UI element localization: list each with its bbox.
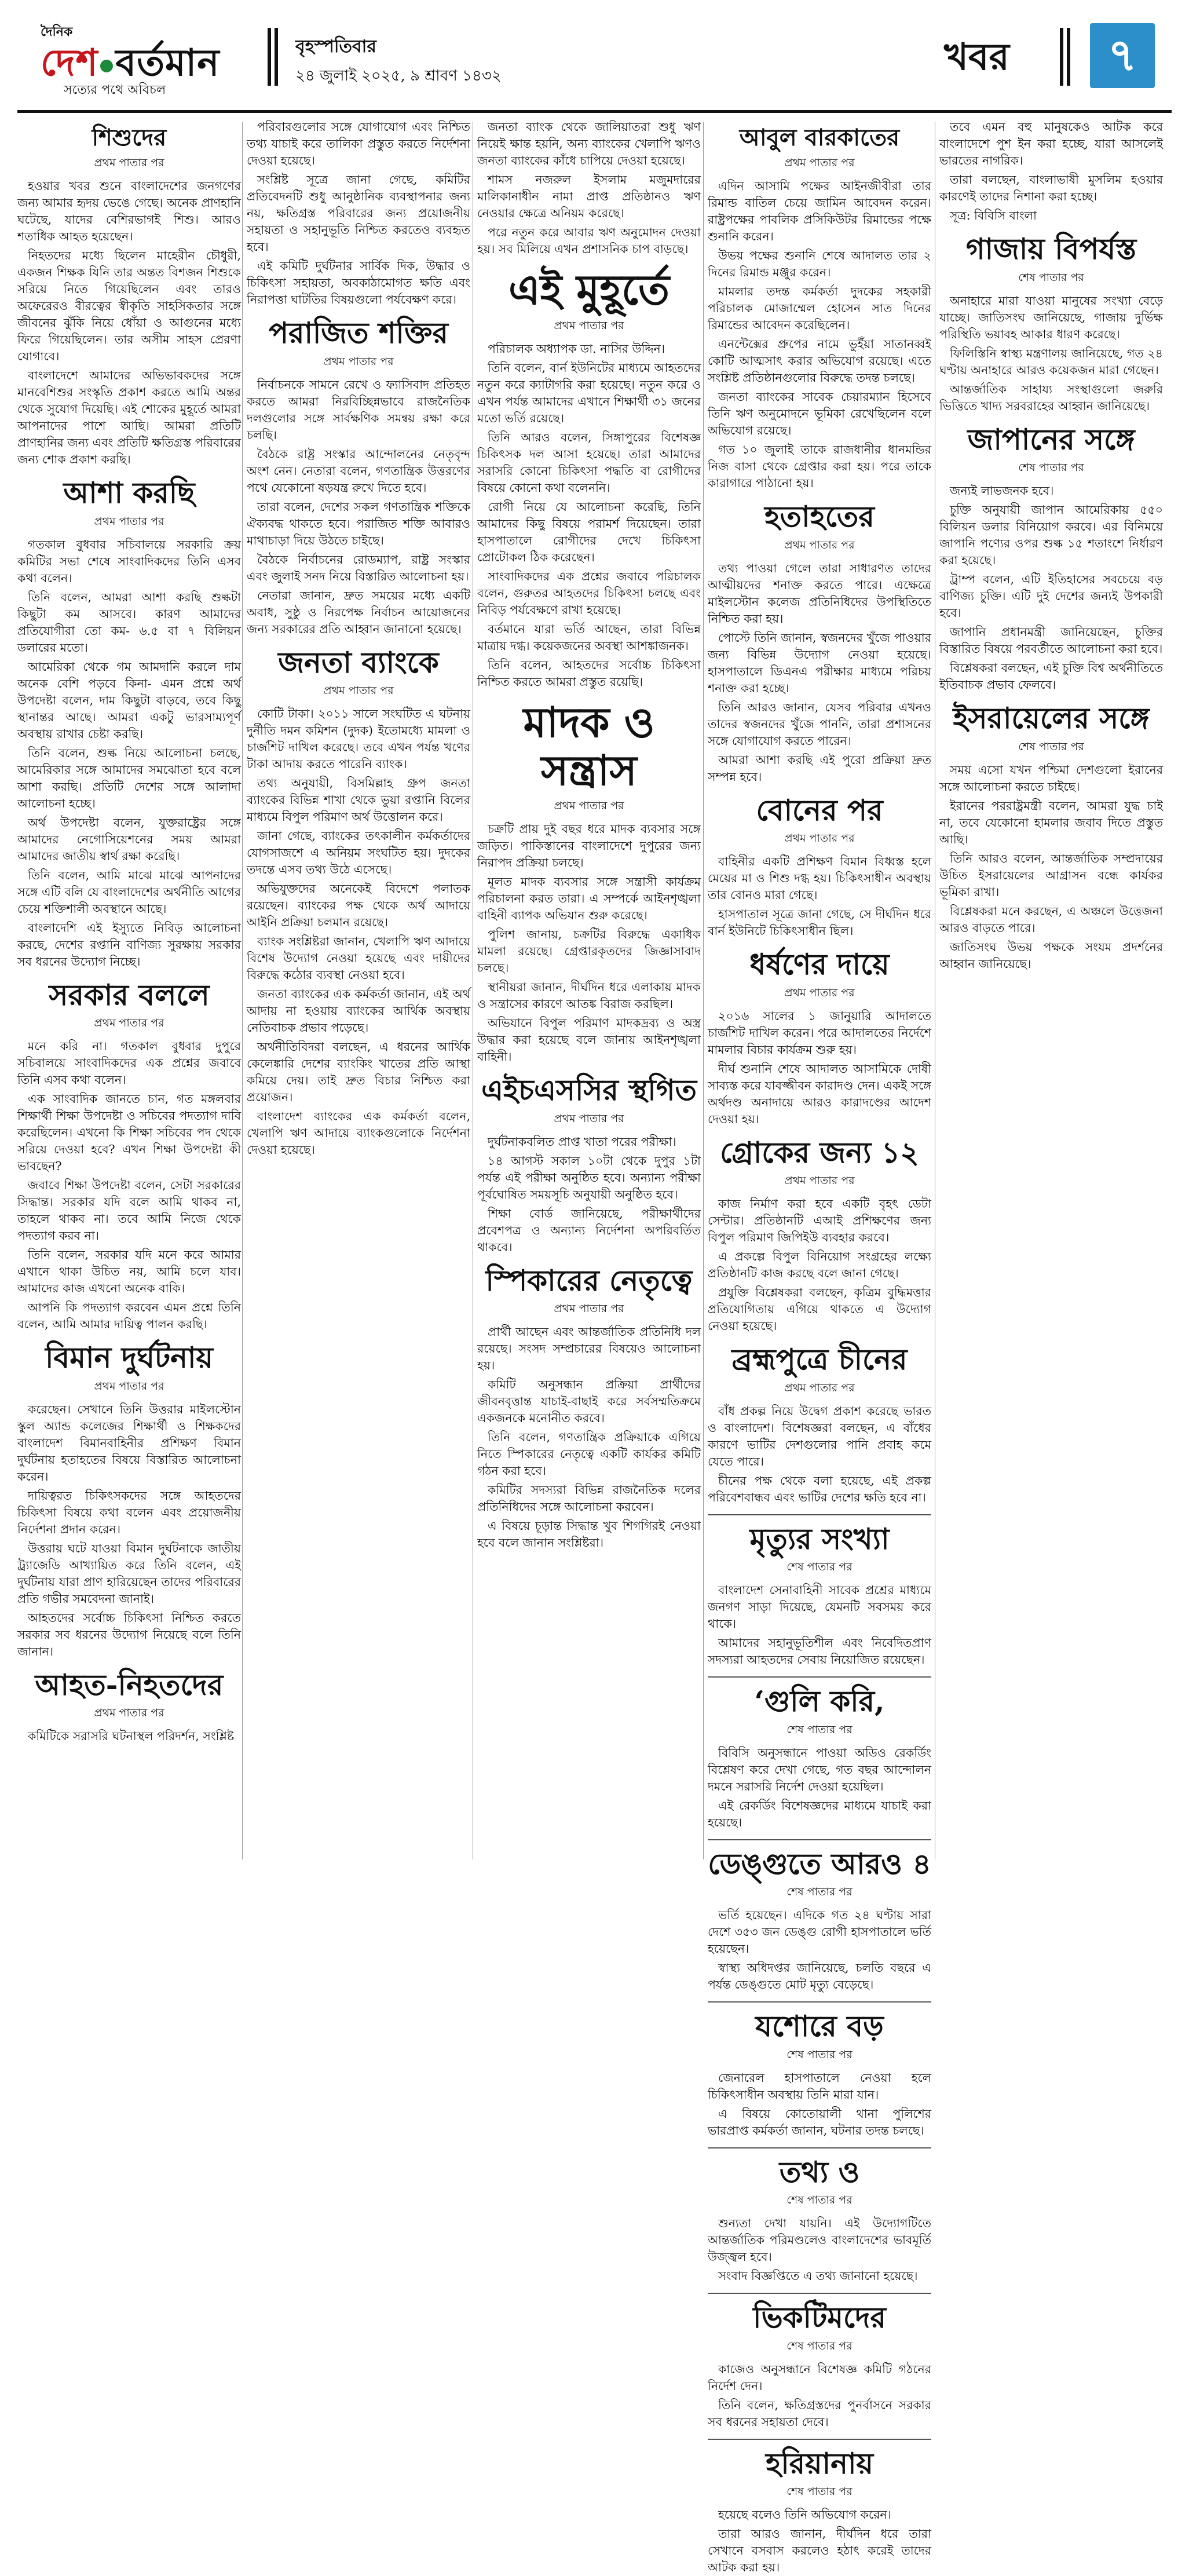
article-paragraph: ফিলিস্তিনি স্বাস্থ্য মন্ত্রণালয় জানিয়েছে, গত ২৪ ঘণ্টায় অনাহারে আরও কয়েকজন মারা গেছেন।: [939, 345, 1163, 379]
article-paragraph: তারা বলেন, দেশের সকল গণতান্ত্রিক শক্তিকে ঐক্যবদ্ধ থাকতে হবে। পরাজিত শক্তি আবারও মাথাচাড়া দিয়ে উঠতে চাইছে।: [247, 499, 470, 549]
page-number-badge: ৭: [1090, 23, 1155, 88]
article-paragraph: এ প্রকল্পে বিপুল বিনিয়োগ সংগ্রহের লক্ষ্যে প্রতিষ্ঠানটি কাজ করছে বলে জানা গেছে।: [708, 1248, 931, 1282]
article-headline: বিমান দুর্ঘটনায়: [17, 1341, 241, 1375]
article-paragraph: স্বাস্থ্য অধিদপ্তর জানিয়েছে, চলতি বছরে এ পর্যন্ত ডেঙ্গুতে মোট মৃত্যু বেড়েছে।: [708, 1960, 931, 1993]
article-paragraph: রোগী নিয়ে যে আলোচনা করেছি, তিনি আমাদের কিছু বিষয়ে পরামর্শ দিয়েছেন। তারা হাসপাতালে রোগীদের দেখে চিকিৎসা প্রোটোকল ঠিক করেছেন।: [477, 499, 701, 566]
column-4: [708, 119, 931, 1862]
article-paragraph: সংবাদ বিজ্ঞপ্তিতে এ তথ্য জানানো হয়েছে।: [708, 2268, 931, 2285]
article-paragraph: তিনি বলেন, গণতান্ত্রিক প্রক্রিয়াকে এগিয়ে নিতে স্পিকারের নেতৃত্বে একটি কার্যকর কমিটি গঠন করা হবে।: [477, 1429, 701, 1479]
logo-dot-icon: [100, 60, 113, 72]
article-paragraph: জনতা ব্যাংক থেকে জালিয়াতরা শুধু ঋণ নিয়েই ক্ষান্ত হয়নি, অন্য ব্যাংকের খেলাপি ঋণও জনতা ব্যাংকের কাঁধে চাপিয়ে দেওয়া হয়েছে।: [477, 119, 701, 169]
article-paragraph: গত ১০ জুলাই তাকে রাজধানীর ধানমন্ডির নিজ বাসা থেকে গ্রেপ্তার করা হয়। পরে তাকে কারাগারে পাঠানো হয়।: [708, 441, 931, 492]
article-paragraph: তিনি বলেন, আহতদের সর্বোচ্চ চিকিৎসা নিশ্চিত করতে আমরা প্রস্তুত রয়েছি।: [477, 657, 701, 690]
continuation-note: শেষ পাতার পর: [708, 1722, 931, 1740]
article-paragraph: কমিটিকে সরাসরি ঘটনাস্থল পরিদর্শন, সংশ্লিষ্ট: [17, 1728, 241, 1745]
article-paragraph: বাংলাদেশ সেনাবাহিনী সাবেক প্রশ্রের মাধ্যমে জনগণ সাড়া দিয়েছে, যেমনটি সবসময় করে থাকে।: [708, 1582, 931, 1632]
column-2: [247, 119, 470, 1862]
article-paragraph: চক্রটি প্রায় দুই বছর ধরে মাদক ব্যবসার সঙ্গে জড়িত। পাকিস্তানের বাংলাদেশে দুপুরের জন্য নিরাপদ প্রক্রিয়া চলছে।: [477, 821, 701, 871]
article-headline: এই মুহূর্তে: [477, 266, 701, 314]
article: [708, 500, 931, 785]
article-paragraph: অর্থ উপদেষ্টা বলেন, যুক্তরাষ্ট্রের সঙ্গে আমাদের নেগোসিয়েশনের সময় আমরা আমাদের জাতীয় স্বার্থ রক্ষা করেছি।: [17, 814, 241, 865]
article: [708, 1136, 931, 1335]
article-paragraph: তারা আরও জানান, দীর্ঘদিন ধরে তারা সেখানে বসবাস করলেও হঠাৎ করেই তাদের আটক করা হয়।: [708, 2526, 931, 2576]
article-paragraph: হওয়ার খবর শুনে বাংলাদেশের জনগণের জন্য আমার হৃদয় ভেঙে গেছে। অনেক প্রাণহানি ঘটেছে, যাদের বেশিরভাগই শিশু। আরও শতাধিক আহত হয়েছেন।: [17, 178, 241, 245]
article: [17, 978, 241, 1333]
article-headline: এইচএসসির স্থগিত: [477, 1073, 701, 1107]
continuation-note: প্রথম পাতার পর: [708, 985, 931, 1003]
continuation-note: শেষ পাতার পর: [939, 269, 1163, 288]
article-paragraph: গতকাল বুধবার সচিবালয়ে সরকারি ক্রয় কমিটির সভা শেষে সাংবাদিকদের তিনি এসব কথা বলেন।: [17, 536, 241, 587]
article-paragraph: প্রার্থী আছেন এবং আন্তর্জাতিক প্রতিনিধি দল রয়েছে। সংসদ সম্প্রচারের বিষয়েও আলোচনা হয়।: [477, 1324, 701, 1374]
column-1: [17, 119, 241, 1862]
article-body: [708, 2215, 931, 2285]
article: [708, 794, 931, 940]
article-paragraph: পরিচালক অধ্যাপক ডা. নাসির উদ্দিন।: [477, 341, 701, 357]
article: [939, 423, 1163, 694]
continuation-note: শেষ পাতার পর: [708, 2338, 931, 2356]
article: [247, 646, 470, 1159]
article-paragraph: জেনারেল হাসপাতালে নেওয়া হলে চিকিৎসাধীন অবস্থায় তিনি মারা যান।: [708, 2070, 931, 2103]
article-paragraph: এই রেকর্ডিং বিশেষজ্ঞদের মাধ্যমে যাচাই করা হয়েছে।: [708, 1797, 931, 1831]
article-headline: সরকার বললে: [17, 978, 241, 1012]
issue-day: বৃহস্পতিবার: [295, 32, 376, 62]
article-paragraph: কোটি টাকা। ২০১১ সালে সংঘটিত এ ঘটনায় দুর্নীতি দমন কমিশন (দুদক) ইতোমধ্যে মামলা ও চার্জশিট দাখিল করেছে। তবে এখন পর্যন্ত খণের টাকা আদায় করতে পারেনি ব্যাংক।: [247, 706, 470, 773]
article-body: [247, 706, 470, 1159]
article-paragraph: তিনি বলেন, আমি মাঝে মাঝে আপনাদের সঙ্গে এটি বলি যে বাংলাদেশের অর্থনীতি আগের চেয়ে শক্তিশালী অবস্থানে আছে।: [17, 867, 241, 918]
article-body: [708, 1403, 931, 1506]
column-5: [939, 119, 1163, 1862]
logo-tagline: সত্যের পথে অবিচল: [64, 80, 166, 101]
continuation-note: শেষ পাতার পর: [939, 459, 1163, 478]
article-paragraph: ভর্তি হয়েছেন। এদিকে গত ২৪ ঘণ্টায় সারা দেশে ৩৫৩ জন ডেঙ্গু রোগী হাসপাতালে ভর্তি হয়েছেন।: [708, 1907, 931, 1957]
article-paragraph: বিবিসি অনুসন্ধানে পাওয়া অডিও রেকর্ডিং বিশ্লেষণ করে দেখা গেছে, গত বছর আন্দোলন দমনে সরাসরি নির্দেশ দেওয়া হয়েছিল।: [708, 1745, 931, 1795]
article-headline: পরাজিত শক্তির: [247, 316, 470, 350]
article-paragraph: এনন্টেক্সের প্রুপের নামে ভুইঁয়া সাতানব্বই কোটি আত্মসাৎ করার অভিযোগ রয়েছে। এতে সংশ্লিষ্ট প্রতিষ্ঠানগুলোর বিরুদ্ধে তদন্ত চলছে।: [708, 336, 931, 386]
article-headline: হরিয়ানায়: [708, 2447, 931, 2480]
article-paragraph: দায়িত্বরত চিকিৎসকদের সঙ্গে আহতদের চিকিৎসা বিষয়ে কথা বলেন এবং প্রয়োজনীয় নির্দেশনা প্রদান করেন।: [17, 1488, 241, 1538]
article-headline: বোনের পর: [708, 794, 931, 827]
masthead-divider: [268, 28, 271, 86]
article-paragraph: দীর্ঘ শুনানি শেষে আদালত আসামিকে দোষী সাব্যস্ত করে যাবজ্জীবন কারাদণ্ড দেন। একই সঙ্গে অর্থদণ্ড অনাদায়ে আরও কারাদণ্ডের আদেশ দেওয়া হয়।: [708, 1061, 931, 1128]
article-paragraph: অভিযুক্তদের অনেকেই বিদেশে পলাতক রয়েছেন। ব্যাংকের পক্ষ থেকে অর্থ আদায়ে আইনি প্রক্রিয়া চলমান রয়েছে।: [247, 880, 470, 931]
article-body: [477, 341, 701, 690]
article-paragraph: অর্থনীতিবিদরা বলছেন, এ ধরনের আর্থিক কেলেঙ্কারি দেশের ব্যাংকিং খাতের প্রতি আস্থা কমিয়ে দেয়। তাই দ্রুত বিচার নিশ্চিত করা প্রয়োজন।: [247, 1039, 470, 1106]
article-body: [17, 1401, 241, 1660]
article: [708, 1685, 931, 1831]
article-paragraph: মূলত মাদক ব্যবসার সঙ্গে সন্ত্রাসী কার্যক্রম পরিচালনা করত তারা। এ সম্পর্কে আইনশৃঙ্খলা বাহিনী ব্যাপক অভিযান শুরু করেছে।: [477, 874, 701, 924]
article: [17, 125, 241, 468]
article-paragraph: কমিটির সদস্যরা বিভিন্ন রাজনৈতিক দলের প্রতিনিধিদের সঙ্গে আলোচনা করবেন।: [477, 1482, 701, 1515]
article-paragraph: ইরানের পররাষ্ট্রমন্ত্রী বলেন, আমরা যুদ্ধ চাই না, তবে যেকোনো হামলার জবাব দিতে প্রস্তুত আছি।: [939, 798, 1163, 848]
continuation-note: প্রথম পাতার পর: [708, 1172, 931, 1191]
article-paragraph: উত্তরায় ঘটে যাওয়া বিমান দুর্ঘটনাকে জাতীয় ট্র্যাজেডি আখ্যায়িত করে তিনি বলেন, এই দুর্ঘটনায় যারা প্রাণ হারিয়েছেন তাদের পরিবারের প্রতি গভীর সমবেদনা জানাই।: [17, 1540, 241, 1607]
continuation-note: প্রথম পাতার পর: [17, 513, 241, 532]
article-paragraph: এ বিষয়ে কোতোয়ালী থানা পুলিশের ভারপ্রাপ্ত কর্মকর্তা জানান, ঘটনার তদন্ত চলছে।: [708, 2106, 931, 2139]
article: [17, 1668, 241, 1745]
article-paragraph: বাংলাদেশি এই ইস্যুতে নিবিড় আলোচনা করছে, দেশের রপ্তানি বাণিজ্য সুরক্ষায় সরকার সব ধরনের উদ্যোগ নিচ্ছে।: [17, 920, 241, 970]
continuation-note: শেষ পাতার পর: [708, 2483, 931, 2502]
issue-date: ২৪ জুলাই ২০২৫, ৯ শ্রাবণ ১৪৩২: [295, 64, 502, 89]
article-body: [708, 1907, 931, 1993]
article-paragraph: তিনি আরও বলেন, সিঙ্গাপুরের বিশেষজ্ঞ চিকিৎসক দল আসা হয়েছে। তারা আমাদের সরাসরি কোনো চিকিৎসা পদ্ধতি বা রোগীদের বিষয়ে কোনো কথা বলেননি।: [477, 429, 701, 496]
article-paragraph: তারা বলছেন, বাংলাভাষী মুসলিম হওয়ার কারণেই তাদের নিশানা করা হচ্ছে।: [939, 171, 1163, 205]
logo-name-part1: দেশ: [41, 41, 98, 85]
article-paragraph: আহতদের সর্বোচ্চ চিকিৎসা নিশ্চিত করতে সরকার সব ধরনের উদ্যোগ নিয়েছে বলে তিনি জানান।: [17, 1610, 241, 1660]
article-paragraph: বৈঠকে নির্বাচনের রোডম্যাপ, রাষ্ট্র সংস্কার এবং জুলাই সনদ নিয়ে বিস্তারিত আলোচনা হয়।: [247, 551, 470, 585]
article-paragraph: মনে করি না। গতকাল বুধবার দুপুরে সচিবালয়ে সাংবাদিকদের এক প্রশ্নের জবাবে তিনি এসব কথা বলেন।: [17, 1038, 241, 1088]
article-paragraph: তবে এমন বহু মানুষকেও আটক করে বাংলাদেশে পুশ ইন করা হচ্ছে, যারা আসলেই ভারতের নাগরিক।: [939, 119, 1163, 169]
article-headline: মাদক ও সন্ত্রাস: [477, 699, 701, 795]
article: [708, 1847, 931, 1994]
article-divider: [708, 2293, 931, 2294]
article-divider: [708, 1514, 931, 1515]
article-headline: আহত-নিহতদের: [17, 1668, 241, 1702]
article-paragraph: কমিটি অনুসন্ধান প্রক্রিয়া প্রার্থীদের জীবনবৃত্তান্ত যাচাই-বাছাই করে সর্বসম্মতিক্রমে একজনকে মনোনীত করবে।: [477, 1376, 701, 1427]
article-paragraph: বাংলাদেশে আমাদের অভিভাবকদের সঙ্গে মানবেশিশুর সংস্কৃতি প্রকাশ করতে আমি অন্তর থেকে সুযোগ দিয়েছি। এই শোকের মুহূর্তে আমরা আপনাদের পাশে আছি। আমরা প্রতিটি প্রাণহানির জন্য এবং প্রতিটি ক্ষতিগ্রস্ত পরিবারের জন্য শোক প্রকাশ করছি।: [17, 367, 241, 468]
continuation-note: প্রথম পাতার পর: [17, 155, 241, 173]
article-paragraph: শামস নজরুল ইসলাম মজুমদারের মালিকানাধীন নামা প্রাপ্ত প্রতিষ্ঠানও ঋণ নেওয়ার ক্ষেত্রে অনিয়ম করেছে।: [477, 171, 701, 222]
article-paragraph: স্থানীয়রা জানান, দীর্ঘদিন ধরে এলাকায় মাদক ও সন্ত্রাসের কারণে আতঙ্ক বিরাজ করছিল।: [477, 979, 701, 1013]
article-paragraph: প্রযুক্তি বিশ্লেষকরা বলছেন, কৃত্রিম বুদ্ধিমত্তার প্রতিযোগিতায় এগিয়ে থাকতে এ উদ্যোগ নেওয়া হয়েছে।: [708, 1284, 931, 1335]
article-paragraph: কাজেও অনুসন্ধানে বিশেষজ্ঞ কমিটি গঠনের নির্দেশ দেন।: [708, 2361, 931, 2395]
article: [708, 125, 931, 492]
article-paragraph: হাসপাতাল সূত্রে জানা গেছে, সে দীর্ঘদিন ধরে বার্ন ইউনিটে চিকিৎসাধীন ছিল।: [708, 906, 931, 940]
continuation-note: প্রথম পাতার পর: [708, 1380, 931, 1398]
article-paragraph: পরিবারগুলোর সঙ্গে যোগাযোগ এবং নিশ্চিত তথ্য যাচাই করে তালিকা প্রস্তুত করতে নির্দেশনা দেওয়া হয়েছে।: [247, 119, 470, 169]
article-divider: [708, 2001, 931, 2003]
article-paragraph: তিনি বলেন, আমরা আশা করছি শুল্কটা কিছুটা কম আসবে। কারণ আমাদের প্রতিযোগীরা তো কম- ৬.৫ বা ৭ বিলিয়ন ডলারের মতো।: [17, 589, 241, 656]
article: [708, 1343, 931, 1506]
article-paragraph: আপনি কি পদত্যাগ করবেন এমন প্রশ্নে তিনি বলেন, আমি আমার দায়িত্ব পালন করছি।: [17, 1299, 241, 1333]
article-headline: গ্রোকের জন্য ১২: [708, 1136, 931, 1170]
article-headline: স্পিকারের নেতৃত্বে: [477, 1264, 701, 1298]
article-paragraph: জাতিসংঘ উভয় পক্ষকে সংযম প্রদর্শনের আহ্বান জানিয়েছে।: [939, 939, 1163, 973]
article-headline: জনতা ব্যাংকে: [247, 646, 470, 679]
article-paragraph: ১৪ আগস্ট সকাল ১০টা থেকে দুপুর ১টা পর্যন্ত এই পরীক্ষা অনুষ্ঠিত হবে। অন্যান্য পরীক্ষা পূর্বঘোষিত সময়সূচি অনুযায়ী অনুষ্ঠিত হবে।: [477, 1153, 701, 1203]
continuation-note: প্রথম পাতার পর: [247, 353, 470, 372]
article-paragraph: তিনি বলেন, সরকার যদি মনে করে আমার এখানে থাকা উচিত নয়, আমি চলে যাব। আমাদের কাজ এখনো অনেক বাকি।: [17, 1247, 241, 1297]
article-paragraph: ট্রাম্প বলেন, এটি ইতিহাসের সবচেয়ে বড় বাণিজ্য চুক্তি। এটি দুই দেশের জন্যই উপকারী হবে।: [939, 571, 1163, 622]
article-paragraph: কাজ নির্মাণ করা হবে একটি বৃহৎ ডেটা সেন্টার। প্রতিষ্ঠানটি এআই প্রশিক্ষণের জন্য বিপুল পরিমাণ জিপিইউ ব্যবহার করবে।: [708, 1196, 931, 1246]
article-headline: ইসরায়েলের সঙ্গে: [939, 701, 1163, 735]
article-body: [247, 377, 470, 638]
masthead-rule: [17, 110, 1172, 113]
article-paragraph: জানা গেছে, ব্যাংকের তৎকালীন কর্মকর্তাদের যোগসাজশে এ অনিয়ম সংঘটিত হয়। দুদকের তদন্তে এসব তথ্য উঠে এসেছে।: [247, 828, 470, 878]
article-paragraph: শুন্যতা দেখা যায়নি। এই উদ্যোগটিতে আন্তর্জাতিক পরিমণ্ডলেও বাংলাদেশের ভাবমূর্তি উজ্জ্বল হবে।: [708, 2215, 931, 2266]
column-rule: [242, 122, 243, 1859]
article: [708, 948, 931, 1128]
column-rule: [703, 122, 704, 1859]
article: [477, 1073, 701, 1256]
article-paragraph: জাপানি প্রধানমন্ত্রী জানিয়েছেন, চুক্তির বিস্তারিত বিষয়ে পরবর্তীতে আলোচনা করা হবে।: [939, 624, 1163, 657]
article-paragraph: বাংলাদেশ ব্যাংকের এক কর্মকর্তা বলেন, খেলাপি ঋণ আদায়ে ব্যাংকগুলোকে নির্দেশনা দেওয়া হয়েছে।: [247, 1108, 470, 1159]
article-paragraph: বৈঠকে রাষ্ট্র সংস্কার আন্দোলনের নেতৃবৃন্দ অংশ নেন। নেতারা বলেন, গণতান্ত্রিক উত্তরণের পথে যেকোনো ষড়যন্ত্র রুখে দিতে হবে।: [247, 446, 470, 496]
article-headline: আশা করছি: [17, 476, 241, 510]
article-paragraph: সাংবাদিকদের এক প্রশ্নের জবাবে পরিচালক বলেন, গুরুতর আহতদের চিকিৎসা চলছে এবং নিবিড় পর্যবেক্ষণে রাখা হয়েছে।: [477, 568, 701, 619]
article-paragraph: তিনি বলেন, বার্ন ইউনিটের মাধ্যমে আহতদের নতুন করে ক্যাটাগরি করা হয়েছে। নতুন করে ও এখন পর্যন্ত আমাদের এখানে শিক্ষার্থী ৩১ জনের মতো ভর্তি রয়েছে।: [477, 360, 701, 427]
article: [939, 119, 1163, 224]
article-headline: জাপানের সঙ্গে: [939, 423, 1163, 456]
article-body: [17, 1038, 241, 1333]
article: [477, 266, 701, 690]
article-body: [939, 119, 1163, 224]
article-paragraph: তিনি বলেন, ক্ষতিগ্রস্তদের পুনর্বাসনে সরকার সব ধরনের সহায়তা দেবে।: [708, 2397, 931, 2431]
continuation-note: শেষ পাতার পর: [708, 1884, 931, 1902]
article-paragraph: ২০১৬ সালের ১ জানুয়ারি আদালতে চার্জশিট দাখিল করেন। পরে আদালতের নির্দেশে মামলার বিচার কার্যক্রম শুরু হয়।: [708, 1008, 931, 1058]
article-paragraph: তিনি আরও বলেন, আন্তর্জাতিক সম্প্রদায়ের উচিত ইসরায়েলের আগ্রাসন বন্ধে কার্যকর ভূমিকা রাখা।: [939, 850, 1163, 901]
section-title: খবর: [944, 29, 1009, 91]
continuation-note: প্রথম পাতার পর: [708, 830, 931, 849]
article: [17, 1341, 241, 1660]
article-paragraph: নিহতদের মধ্যে ছিলেন মাহেরীন চৌধুরী, একজন শিক্ষক যিনি তার অন্তত বিশজন শিশুকে সরিয়ে নিতে গিয়েছিলেন এবং তারও অফেরেরও বীরত্বের স্বীকৃতি সাহসিকতার সঙ্গে জীবনের ঝুঁকি নিয়ে ধোঁয়া ও আগুনের মধ্যে ফিরে গিয়েছিলেন। তার অসীম সাহস প্রেরণা যোগাবে।: [17, 247, 241, 365]
continuation-note: শেষ পাতার পর: [708, 2192, 931, 2210]
article-headline: শিশুদের: [17, 125, 241, 151]
continuation-note: প্রথম পাতার পর: [247, 682, 470, 701]
article: [477, 699, 701, 1066]
continuation-note: প্রথম পাতার পর: [17, 1015, 241, 1033]
article-headline: তথ্য ও: [708, 2155, 931, 2189]
article-paragraph: চীনের পক্ষ থেকে বলা হয়েছে, এই প্রকল্প পরিবেশবান্ধব এবং ভাটির দেশের ক্ষতি হবে না।: [708, 1472, 931, 1506]
article-headline: গাজায় বিপর্যস্ত: [939, 232, 1163, 266]
article: [708, 2301, 931, 2431]
continuation-note: শেষ পাতার পর: [939, 739, 1163, 757]
article-paragraph: সংশ্লিষ্ট সূত্রে জানা গেছে, কমিটির প্রতিবেদনটি শুধু আনুষ্ঠানিক ব্যবস্থাপনার জন্য নয়, ক্ষতিগ্রস্ত পরিবারের জন্য প্রয়োজনীয় সহায়তা ও সহানুভূতি নিশ্চিত করতেও ব্যবহৃত হবে।: [247, 171, 470, 255]
masthead-divider: [275, 28, 278, 86]
continuation-note: প্রথম পাতার পর: [17, 1378, 241, 1397]
article-body: [939, 483, 1163, 693]
article-divider: [708, 2147, 931, 2149]
article-paragraph: করেছেন। সেখানে তিনি উত্তরার মাইলস্টোন স্কুল অ্যান্ড কলেজের শিক্ষার্থী ও শিক্ষকদের বাংলাদেশ বিমানবাহিনীর প্রশিক্ষণ বিমান দুর্ঘটনায় হতাহতের বিষয়ে বিস্তারিত আলোচনা করেন।: [17, 1401, 241, 1485]
article-body: [708, 2361, 931, 2431]
article-paragraph: বিশ্লেষকরা মনে করছেন, এ অঞ্চলে উত্তেজনা আরও বাড়তে পারে।: [939, 903, 1163, 937]
article-paragraph: এই কমিটি দুর্ঘটনার সার্বিক দিক, উদ্ধার ও চিকিৎসা সহায়তা, অবকাঠামোগত ক্ষতি এবং নিরাপত্তা ঘাটতির বিষয়গুলো পর্যবেক্ষণ করে।: [247, 258, 470, 308]
article-paragraph: তথ্য পাওয়া গেলে তারা সাধারণত তাদের আত্মীয়দের শনাক্ত করতে পারে। এক্ষেত্রে মাইলস্টোন কলেজ প্রতিনিধিদের উপস্থিতিতে নিশ্চিত করা হয়।: [708, 560, 931, 627]
article-body: [247, 119, 470, 308]
article-divider: [708, 1676, 931, 1678]
continuation-note: শেষ পাতার পর: [708, 2047, 931, 2065]
article-headline: ‘গুলি করি,: [708, 1685, 931, 1718]
continuation-note: প্রথম পাতার পর: [477, 317, 701, 336]
article-paragraph: মামলার তদন্ত কর্মকর্তা দুদকের সহকারী পরিচালক মোজাম্মেল হোসেন সাত দিনের রিমান্ডের আবেদন করেছিলেন।: [708, 283, 931, 334]
article-headline: যশোরে বড়: [708, 2009, 931, 2043]
article-headline: হতাহতের: [708, 500, 931, 534]
continuation-note: প্রথম পাতার পর: [708, 155, 931, 173]
article-paragraph: শিক্ষা বোর্ড জানিয়েছে, পরীক্ষার্থীদের প্রবেশপত্র ও অন্যান্য নির্দেশনা অপরিবর্তিত থাকবে।: [477, 1205, 701, 1256]
article-body: [477, 821, 701, 1065]
article-paragraph: ব্যাংক সংশ্লিষ্টরা জানান, খেলাপি ঋণ আদায়ে বিশেষ উদ্যোগ নেওয়া হয়েছে এবং দায়ীদের বিরুদ্ধে কঠোর ব্যবস্থা নেওয়া হবে।: [247, 933, 470, 984]
article: [708, 2447, 931, 2576]
article: [477, 119, 701, 258]
article-paragraph: হয়েছে বলেও তিনি অভিযোগ করেন।: [708, 2506, 931, 2523]
article-paragraph: আমরা আশা করছি এই পুরো প্রক্রিয়া দ্রুত সম্পন্ন হবে।: [708, 752, 931, 785]
article-body: [939, 293, 1163, 415]
article-paragraph: পোস্টে তিনি জানান, স্বজনদের খুঁজে পাওয়ার জন্য বিভিন্ন উদ্যোগ নেওয়া হয়েছে। হাসপাতালে ডিএনএ পরীক্ষার মাধ্যমে পরিচয় শনাক্ত করা হচ্ছে।: [708, 630, 931, 697]
article: [17, 476, 241, 970]
continuation-note: প্রথম পাতার পর: [477, 1110, 701, 1129]
masthead-divider: [1060, 28, 1063, 86]
article-body: [17, 178, 241, 468]
article: [708, 1522, 931, 1669]
article-paragraph: বাঁধ প্রকল্প নিয়ে উদ্বেগ প্রকাশ করেছে ভারত ও বাংলাদেশ। বিশেষজ্ঞরা বলছেন, এ বাঁধের কারণে ভাটির দেশগুলোর পানি প্রবাহ কমে যেতে পারে।: [708, 1403, 931, 1470]
article-body: [708, 2070, 931, 2139]
article-paragraph: সূত্র: বিবিসি বাংলা: [939, 207, 1163, 224]
article-paragraph: অনাহারে মারা যাওয়া মানুষের সংখ্যা বেড়ে যাচ্ছে। জাতিসংঘ জানিয়েছে, গাজায় দুর্ভিক্ষ পরিস্থিতি ভয়াবহ আকার ধারণ করেছে।: [939, 293, 1163, 343]
article-body: [17, 536, 241, 970]
article-divider: [708, 2439, 931, 2440]
article-paragraph: আন্তর্জাতিক সাহায্য সংস্থাগুলো জরুরি ভিত্তিতে খাদ্য সরবরাহের আহ্বান জানিয়েছে।: [939, 381, 1163, 415]
article-body: [708, 1745, 931, 1831]
article-paragraph: তিনি বলেন, শুল্ক নিয়ে আলোচনা চলছে, আমেরিকার সঙ্গে আমাদের সমঝোতা হবে বলে আশা করছি। প্রতিটি দেশের সঙ্গে আলাদা আলোচনা হচ্ছে।: [17, 745, 241, 812]
masthead-divider: [1067, 28, 1070, 86]
article-paragraph: জনতা ব্যাংকের এক কর্মকর্তা জানান, এই অর্থ আদায় না হওয়ায় ব্যাংকের আর্থিক অবস্থায় নেতিবাচক প্রভাব পড়েছে।: [247, 986, 470, 1036]
logo-name-part2: বর্তমান: [115, 41, 219, 85]
article-headline: ভিকটিমদের: [708, 2301, 931, 2334]
article: [939, 232, 1163, 415]
article-body: [939, 762, 1163, 973]
article-paragraph: বাহিনীর একটি প্রশিক্ষণ বিমান বিধ্বস্ত হলে মেয়ের মা ও শিশু দগ্ধ হয়। চিকিৎসাধীন অবস্থায় তার বোনও মারা গেছে।: [708, 853, 931, 904]
article-body: [477, 1134, 701, 1256]
article-paragraph: এদিন আসামি পক্ষের আইনজীবীরা তার রিমান্ড বাতিল চেয়ে জামিন আবেদন করেন। রাষ্ট্রপক্ষের পাবলিক প্রসিকিউটর রিমান্ডের পক্ষে শুনানি করেন।: [708, 178, 931, 245]
article-paragraph: পুলিশ জানায়, চক্রটির বিরুদ্ধে একাধিক মামলা রয়েছে। গ্রেপ্তারকৃতদের জিজ্ঞাসাবাদ চলছে।: [477, 926, 701, 977]
article-paragraph: জবাবে শিক্ষা উপদেষ্টা বলেন, সেটা সরকারের সিদ্ধান্ত। সরকার যদি বলে আমি থাকব না, তাহলে থাকব না। তবে আমি নিজে থেকে পদত্যাগ করব না।: [17, 1177, 241, 1244]
article: [477, 1264, 701, 1552]
article-paragraph: বর্তমানে যারা ভর্তি আছেন, তারা বিভিন্ন মাত্রায় দগ্ধ। কয়েকজনের অবস্থা আশঙ্কাজনক।: [477, 621, 701, 655]
article-paragraph: বিশ্লেষকরা বলছেন, এই চুক্তি বিশ্ব অর্থনীতিতে ইতিবাচক প্রভাব ফেলবে।: [939, 660, 1163, 693]
article-headline: মৃত্যুর সংখ্যা: [708, 1522, 931, 1556]
article-headline: ডেঙ্গুতে আরও ৪: [708, 1847, 931, 1881]
article: [708, 2155, 931, 2285]
continuation-note: প্রথম পাতার পর: [477, 798, 701, 816]
article-paragraph: আমেরিকা থেকে গম আমদানি করলে দাম অনেক বেশি পড়বে কিনা- এমন প্রশ্নে অর্থ উপদেষ্টা বলেন, দাম কিছুটা বাড়বে, তবে কিছু স্থানান্তর আছে। আমরা একটু ভারসাম্যপূর্ণ অবস্থায় রাখার চেষ্টা করছি।: [17, 659, 241, 743]
masthead: [0, 0, 1189, 119]
article-divider: [708, 1839, 931, 1840]
article-paragraph: নির্বাচনকে সামনে রেখে ও ফ্যাসিবাদ প্রতিহত করতে আমরা নিরবিচ্ছিন্নভাবে রাজনৈতিক দলগুলোর সঙ্গে সার্বক্ষণিক সমন্বয় রক্ষা করে চলছি।: [247, 377, 470, 444]
article-body: [708, 1582, 931, 1668]
article-body: [17, 1728, 241, 1745]
continuation-note: প্রথম পাতার পর: [477, 1300, 701, 1319]
article-body: [708, 178, 931, 492]
article-paragraph: এক সাংবাদিক জানতে চান, গত মঙ্গলবার শিক্ষার্থী শিক্ষা উপদেষ্টা ও সচিবের পদত্যাগ দাবি করেছিলেন। এখনো কি শিক্ষা সচিবের পদ থেকে সরিয়ে দেওয়া হবে? এখন শিক্ষা উপদেষ্টা কী ভাবছেন?: [17, 1091, 241, 1175]
article-paragraph: অভিযানে বিপুল পরিমাণ মাদকদ্রব্য ও অস্ত্র উদ্ধার করা হয়েছে বলে জানায় আইনশৃঙ্খলা বাহিনী।: [477, 1015, 701, 1065]
article-paragraph: দুর্ঘটনাকবলিত প্রাপ্ত খাতা পরের পরীক্ষা।: [477, 1134, 701, 1150]
continuation-note: প্রথম পাতার পর: [17, 1705, 241, 1723]
article-paragraph: জনতা ব্যাংকের সাবেক চেয়ারম্যান হিসেবে তিনি ঋণ অনুমোদনে ভূমিকা রেখেছিলেন বলে অভিযোগ রয়েছে।: [708, 389, 931, 439]
article-paragraph: আমাদের সহানুভূতিশীল এবং নিবেদিতপ্রাণ সদস্যরা আহতদের সেবায় নিয়োজিত রয়েছেন।: [708, 1635, 931, 1668]
continuation-note: প্রথম পাতার পর: [708, 537, 931, 556]
article-paragraph: নেতারা জানান, দ্রুত সময়ের মধ্যে একটি অবাধ, সুষ্ঠু ও নিরপেক্ষ নির্বাচন আয়োজনের জন্য সরকারের প্রতি আহ্বান জানানো হয়েছে।: [247, 587, 470, 638]
article-body: [708, 1008, 931, 1128]
logo-daily: দৈনিক: [41, 22, 72, 43]
article-paragraph: তথ্য অনুযায়ী, বিসমিল্লাহ গ্রুপ জনতা ব্যাংকের বিভিন্ন শাখা থেকে ভুয়া রপ্তানি বিলের মাধ্যমে বিপুল পরিমাণ অর্থ উত্তোলন করে।: [247, 775, 470, 825]
continuation-note: শেষ পাতার পর: [708, 1559, 931, 1577]
article-headline: ব্রহ্মপুত্রে চীনের: [708, 1343, 931, 1376]
article-body: [708, 2506, 931, 2576]
article: [247, 119, 470, 308]
article: [247, 316, 470, 638]
article-paragraph: চুক্তি অনুযায়ী জাপান আমেরিকায় ৫৫০ বিলিয়ন ডলার বিনিয়োগ করবে। এর বিনিময়ে জাপানি পণ্যের ওপর শুল্ক ১৫ শতাংশে নির্ধারণ করা হয়েছে।: [939, 502, 1163, 569]
article-paragraph: উভয় পক্ষের শুনানি শেষে আদালত তার ২ দিনের রিমান্ড মঞ্জুর করেন।: [708, 247, 931, 281]
article-paragraph: সময় এসো যখন পশ্চিমা দেশগুলো ইরানের সঙ্গে আলোচনা করতে চাইছে।: [939, 762, 1163, 795]
article-body: [477, 1324, 701, 1551]
article-paragraph: পরে নতুন করে আবার ঋণ অনুমোদন দেওয়া হয়। সব মিলিয়ে এখন প্রশাসনিক চাপ বাড়ছে।: [477, 224, 701, 258]
article-body: [477, 119, 701, 258]
article-headline: আবুল বারকাতের: [708, 125, 931, 151]
article-body: [708, 853, 931, 940]
newspaper-logo: [41, 22, 249, 97]
article-body: [708, 560, 931, 785]
article-paragraph: এ বিষয়ে চূড়ান্ত সিদ্ধান্ত খুব শিগগিরই নেওয়া হবে বলে জানান সংশ্লিষ্টরা।: [477, 1518, 701, 1551]
column-3: [477, 119, 701, 1862]
article-paragraph: জন্যই লাভজনক হবে।: [939, 483, 1163, 499]
article-headline: ধর্ষণের দায়ে: [708, 948, 931, 981]
article: [708, 2009, 931, 2139]
article-body: [708, 1196, 931, 1335]
article-paragraph: তিনি আরও জানান, যেসব পরিবার এখনও তাদের স্বজনদের খুঁজে পাননি, তারা প্রশাসনের সঙ্গে যোগাযোগ করতে পারেন।: [708, 699, 931, 750]
article: [939, 701, 1163, 973]
